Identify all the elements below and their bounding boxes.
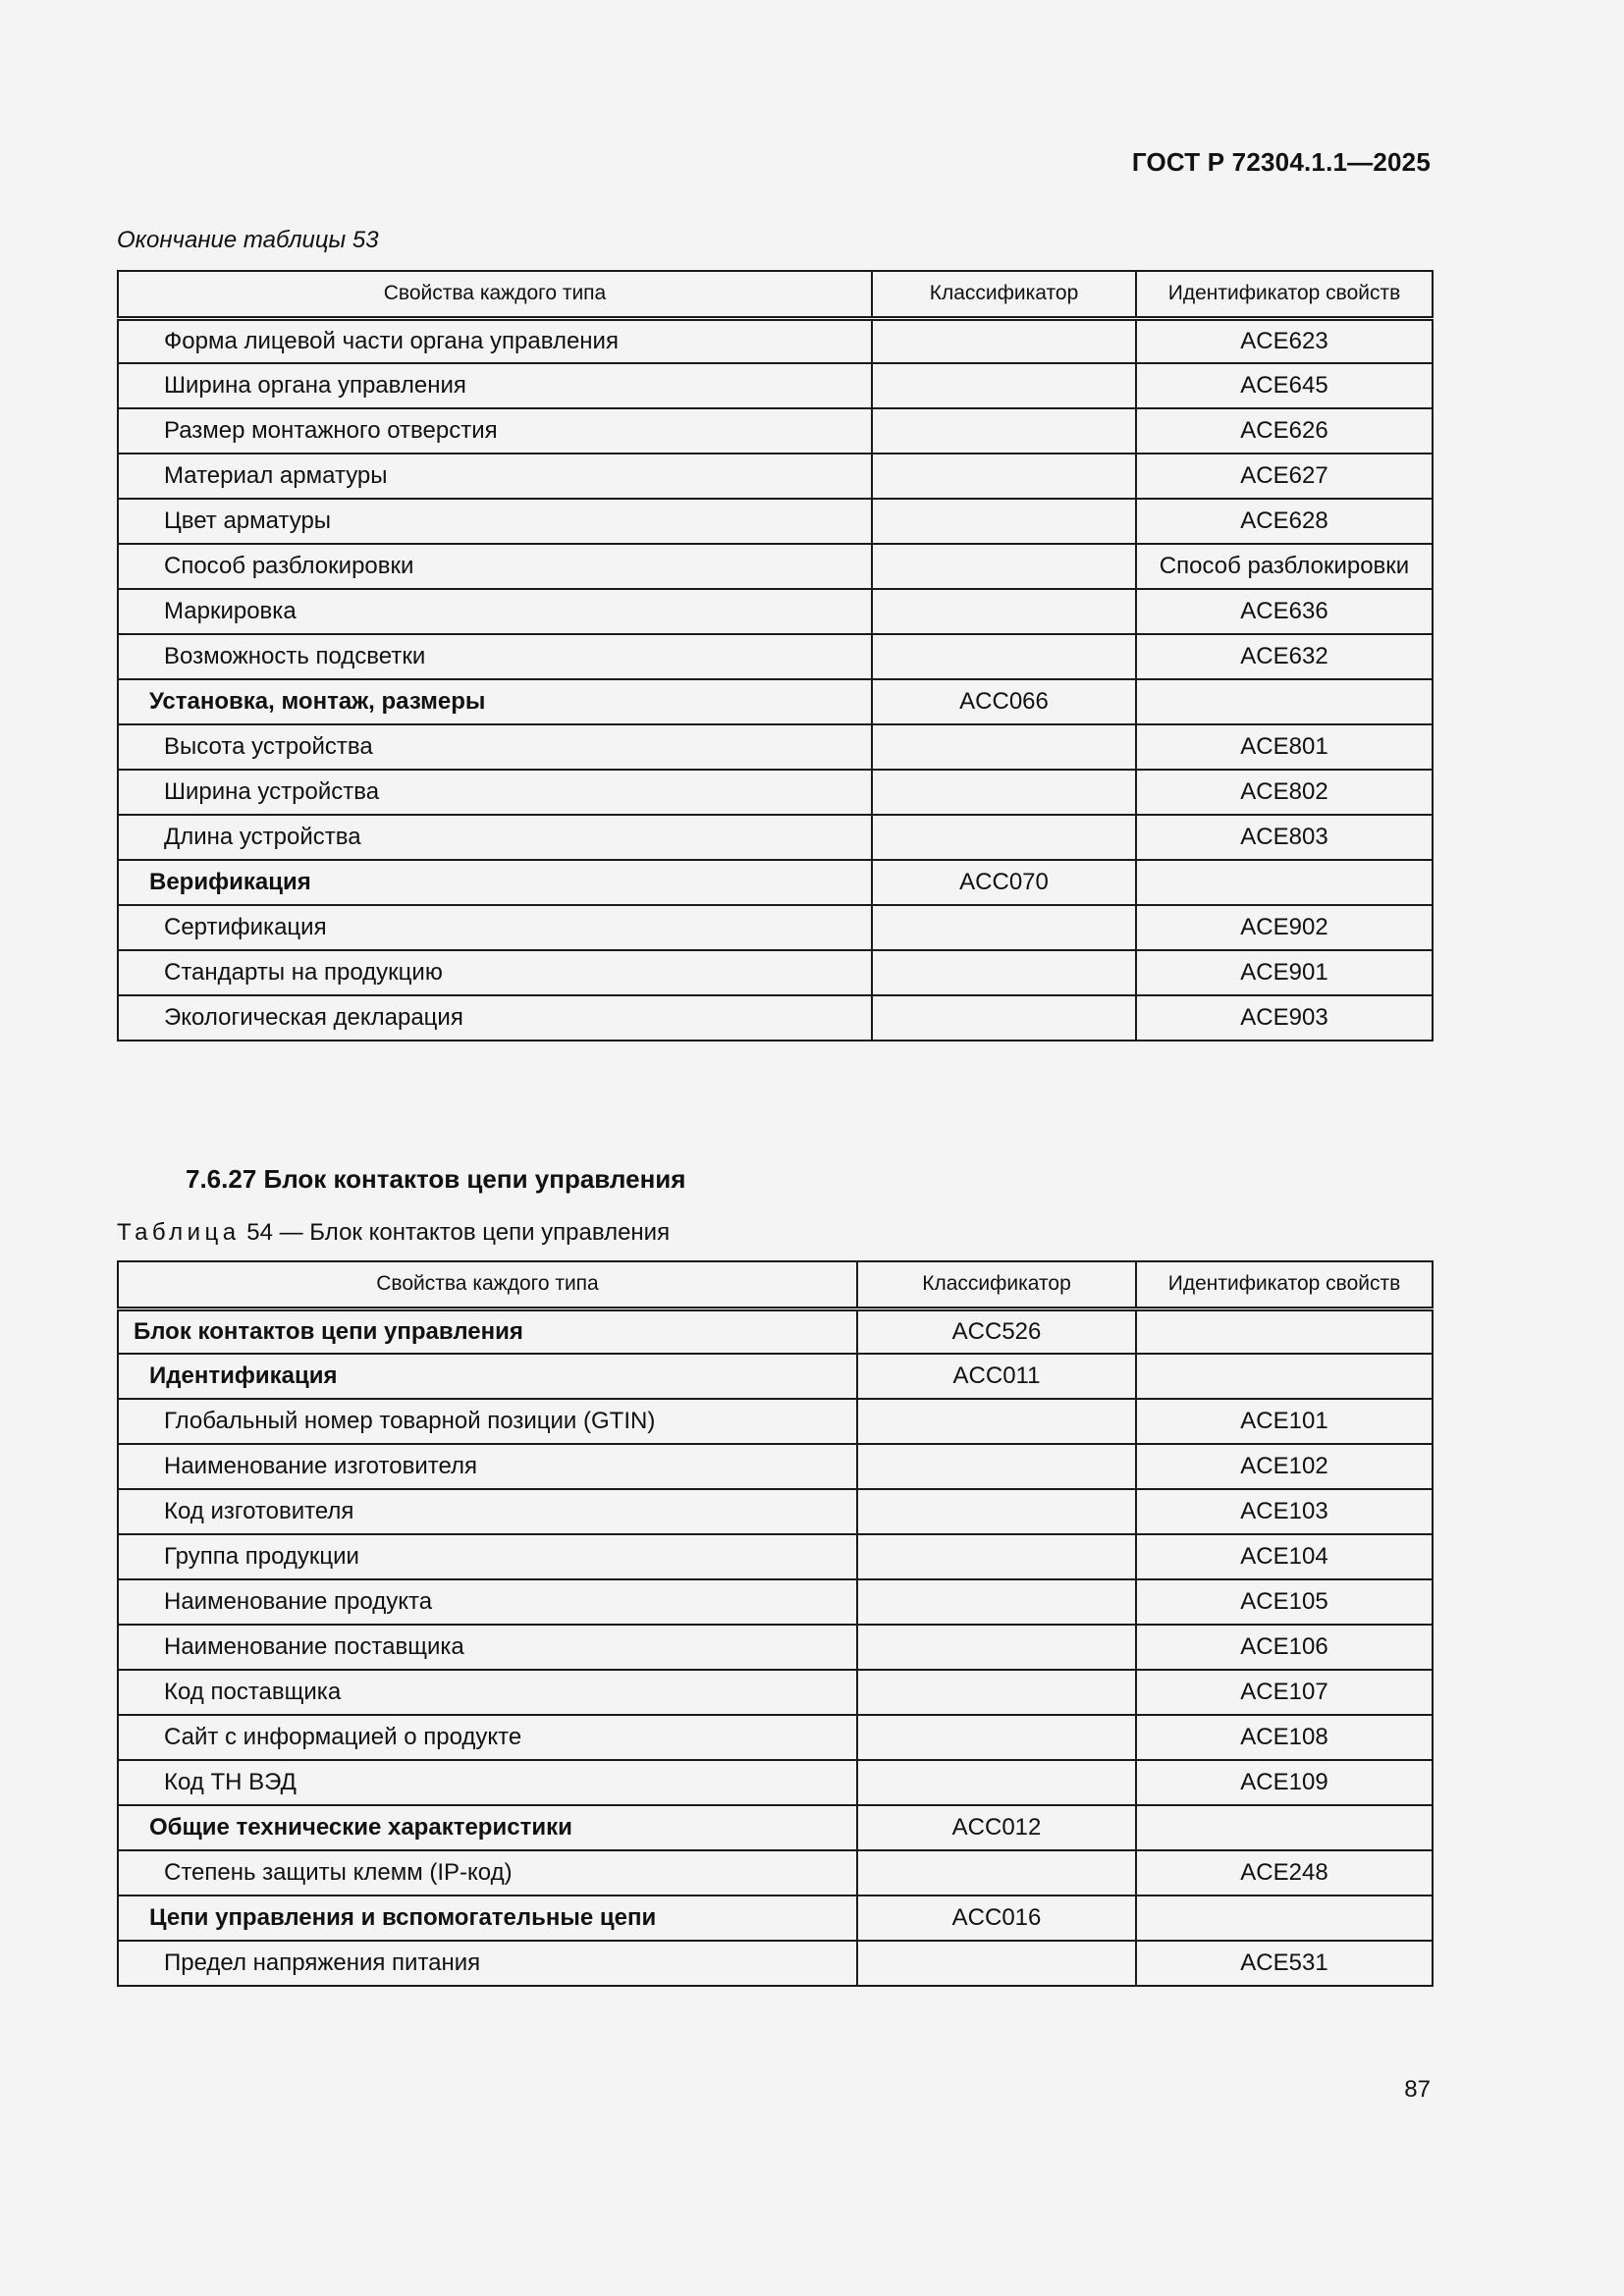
column-header-properties: Свойства каждого типа [118, 271, 872, 318]
table-row [118, 1399, 1433, 1444]
classifier-cell: ACC066 [872, 679, 1136, 724]
property-id-cell: ACE105 [1136, 1579, 1433, 1625]
table-row [118, 1489, 1433, 1534]
table-row [118, 815, 1433, 860]
classifier-cell [857, 1670, 1136, 1715]
property-id-cell: Способ разблокировки [1136, 544, 1433, 589]
table-row [118, 679, 1433, 724]
table-row [118, 589, 1433, 634]
property-name-cell: Сертификация [118, 905, 872, 950]
table-row [118, 1805, 1433, 1850]
column-header-classifier: Классификатор [857, 1261, 1136, 1308]
property-id-cell: ACE645 [1136, 363, 1433, 408]
table-row [118, 860, 1433, 905]
table-row [118, 1625, 1433, 1670]
classifier-cell: ACC016 [857, 1896, 1136, 1941]
classifier-cell [857, 1715, 1136, 1760]
property-name-cell: Цвет арматуры [118, 499, 872, 544]
table-header-row [118, 271, 1433, 318]
table-row [118, 995, 1433, 1041]
classifier-cell [857, 1941, 1136, 1986]
table-row [118, 1896, 1433, 1941]
property-name-cell: Возможность подсветки [118, 634, 872, 679]
table-row [118, 1308, 1433, 1354]
page-number: 87 [1404, 2076, 1431, 2103]
table-row [118, 1941, 1433, 1986]
property-id-cell: ACE104 [1136, 1534, 1433, 1579]
table-row [118, 1670, 1433, 1715]
classifier-cell [872, 724, 1136, 770]
classifier-cell [872, 905, 1136, 950]
column-header-property-id: Идентификатор свойств [1136, 1261, 1433, 1308]
property-id-cell: ACE623 [1136, 318, 1433, 363]
table-53-caption: Окончание таблицы 53 [117, 227, 379, 253]
property-id-cell: ACE106 [1136, 1625, 1433, 1670]
property-name-cell: Наименование изготовителя [118, 1444, 857, 1489]
section-heading: 7.6.27 Блок контактов цепи управления [186, 1164, 686, 1194]
table-54-caption-title: 54 — Блок контактов цепи управления [240, 1219, 671, 1246]
classifier-cell [857, 1760, 1136, 1805]
table-row [118, 1760, 1433, 1805]
table-row [118, 408, 1433, 454]
property-name-cell: Способ разблокировки [118, 544, 872, 589]
table-row [118, 1850, 1433, 1896]
table-row [118, 905, 1433, 950]
property-name-cell: Группа продукции [118, 1534, 857, 1579]
property-id-cell: ACE101 [1136, 1399, 1433, 1444]
property-name-cell: Ширина устройства [118, 770, 872, 815]
table-row [118, 770, 1433, 815]
property-id-cell: ACE107 [1136, 1670, 1433, 1715]
table-row [118, 454, 1433, 499]
property-name-cell: Установка, монтаж, размеры [118, 679, 872, 724]
table-row [118, 1354, 1433, 1399]
property-name-cell: Глобальный номер товарной позиции (GTIN) [118, 1399, 857, 1444]
table-54 [117, 1260, 1434, 1987]
property-name-cell: Экологическая декларация [118, 995, 872, 1041]
property-name-cell: Общие технические характеристики [118, 1805, 857, 1850]
table-row [118, 724, 1433, 770]
property-id-cell [1136, 679, 1433, 724]
classifier-cell [872, 544, 1136, 589]
property-name-cell: Материал арматуры [118, 454, 872, 499]
classifier-cell [857, 1850, 1136, 1896]
table-row [118, 634, 1433, 679]
property-name-cell: Код изготовителя [118, 1489, 857, 1534]
property-id-cell: ACE108 [1136, 1715, 1433, 1760]
table-53 [117, 270, 1434, 1041]
table-54-caption-word: Таблица [117, 1219, 241, 1246]
column-header-classifier: Классификатор [872, 271, 1136, 318]
classifier-cell [857, 1579, 1136, 1625]
classifier-cell [857, 1399, 1136, 1444]
property-id-cell: ACE248 [1136, 1850, 1433, 1896]
table-row [118, 499, 1433, 544]
column-header-properties: Свойства каждого типа [118, 1261, 857, 1308]
classifier-cell [872, 589, 1136, 634]
property-name-cell: Высота устройства [118, 724, 872, 770]
classifier-cell: ACC070 [872, 860, 1136, 905]
classifier-cell [872, 770, 1136, 815]
table-54-caption [117, 1219, 670, 1247]
table-row [118, 950, 1433, 995]
classifier-cell [872, 454, 1136, 499]
classifier-cell [857, 1534, 1136, 1579]
property-name-cell: Степень защиты клемм (IP-код) [118, 1850, 857, 1896]
classifier-cell: ACC012 [857, 1805, 1136, 1850]
classifier-cell [857, 1444, 1136, 1489]
document-code: ГОСТ Р 72304.1.1—2025 [1131, 147, 1431, 177]
property-name-cell: Маркировка [118, 589, 872, 634]
classifier-cell [872, 363, 1136, 408]
table-row [118, 544, 1433, 589]
property-name-cell: Идентификация [118, 1354, 857, 1399]
property-id-cell [1136, 1308, 1433, 1354]
property-name-cell: Код поставщика [118, 1670, 857, 1715]
classifier-cell: ACC526 [857, 1308, 1136, 1354]
property-id-cell: ACE102 [1136, 1444, 1433, 1489]
property-id-cell: ACE903 [1136, 995, 1433, 1041]
property-name-cell: Наименование продукта [118, 1579, 857, 1625]
classifier-cell [872, 408, 1136, 454]
property-name-cell: Верификация [118, 860, 872, 905]
property-id-cell: ACE801 [1136, 724, 1433, 770]
table-row [118, 1534, 1433, 1579]
table-row [118, 318, 1433, 363]
property-name-cell: Код ТН ВЭД [118, 1760, 857, 1805]
property-id-cell [1136, 1805, 1433, 1850]
classifier-cell [872, 815, 1136, 860]
property-id-cell: ACE902 [1136, 905, 1433, 950]
column-header-property-id: Идентификатор свойств [1136, 271, 1433, 318]
property-name-cell: Наименование поставщика [118, 1625, 857, 1670]
property-id-cell: ACE627 [1136, 454, 1433, 499]
table-row [118, 1579, 1433, 1625]
property-id-cell: ACE109 [1136, 1760, 1433, 1805]
classifier-cell: ACC011 [857, 1354, 1136, 1399]
classifier-cell [872, 950, 1136, 995]
classifier-cell [872, 995, 1136, 1041]
table-header-row [118, 1261, 1433, 1308]
property-id-cell [1136, 1896, 1433, 1941]
property-name-cell: Сайт с информацией о продукте [118, 1715, 857, 1760]
classifier-cell [872, 634, 1136, 679]
classifier-cell [857, 1625, 1136, 1670]
property-id-cell: ACE803 [1136, 815, 1433, 860]
property-id-cell: ACE626 [1136, 408, 1433, 454]
property-id-cell: ACE103 [1136, 1489, 1433, 1534]
property-id-cell: ACE802 [1136, 770, 1433, 815]
property-id-cell: ACE636 [1136, 589, 1433, 634]
property-name-cell: Форма лицевой части органа управления [118, 318, 872, 363]
property-name-cell: Стандарты на продукцию [118, 950, 872, 995]
classifier-cell [872, 499, 1136, 544]
property-id-cell [1136, 1354, 1433, 1399]
classifier-cell [872, 318, 1136, 363]
property-name-cell: Размер монтажного отверстия [118, 408, 872, 454]
property-name-cell: Ширина органа управления [118, 363, 872, 408]
table-row [118, 363, 1433, 408]
property-name-cell: Блок контактов цепи управления [118, 1308, 857, 1354]
table-row [118, 1715, 1433, 1760]
property-id-cell [1136, 860, 1433, 905]
property-id-cell: ACE628 [1136, 499, 1433, 544]
property-id-cell: ACE632 [1136, 634, 1433, 679]
property-name-cell: Предел напряжения питания [118, 1941, 857, 1986]
classifier-cell [857, 1489, 1136, 1534]
property-id-cell: ACE901 [1136, 950, 1433, 995]
property-name-cell: Цепи управления и вспомогательные цепи [118, 1896, 857, 1941]
property-name-cell: Длина устройства [118, 815, 872, 860]
table-row [118, 1444, 1433, 1489]
property-id-cell: ACE531 [1136, 1941, 1433, 1986]
